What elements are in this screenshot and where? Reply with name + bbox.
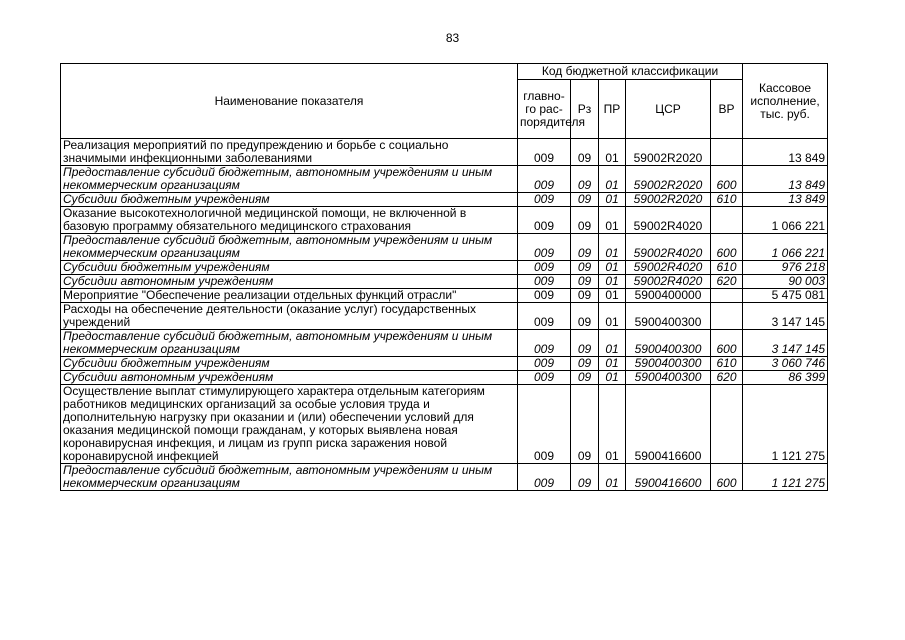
cell-name: Субсидии бюджетным учреждениям [61,357,518,371]
cell-gr: 009 [518,234,571,261]
cell-rz: 09 [571,385,599,464]
cell-amount: 1 121 275 [743,385,828,464]
table-row [61,357,828,371]
cell-name: Оказание высокотехнологичной медицинской помощи, не включенной в базовую программу обязательного медицинского страхования [61,207,518,234]
cell-csr: 59002R4020 [626,207,711,234]
table-row [61,193,828,207]
cell-pr: 01 [599,207,626,234]
cell-gr: 009 [518,166,571,193]
header-vr: ВР [711,80,743,139]
cell-vr [711,139,743,166]
cell-rz: 09 [571,261,599,275]
cell-gr: 009 [518,289,571,303]
cell-name: Реализация мероприятий по предупреждению и борьбе с социально значимыми инфекционными заболеваниями [61,139,518,166]
table-row [61,207,828,234]
cell-vr: 610 [711,357,743,371]
cell-gr: 009 [518,371,571,385]
cell-amount: 3 147 145 [743,330,828,357]
cell-csr: 59002R4020 [626,234,711,261]
header-gr: главно-го рас-порядителя [518,80,571,139]
cell-csr: 5900400300 [626,357,711,371]
cell-rz: 09 [571,464,599,491]
cell-name: Осуществление выплат стимулирующего характера отдельным категориям работников медицинских организаций за особые условия труда и дополнительную нагрузку при оказании и (или) обеспечении условий для оказания медицинской помощи гражданам, у которых выявлена новая коронавирусная инфекция, и лицам из групп риска заражения новой коронавирусной инфекцией [61,385,518,464]
cell-name: Предоставление субсидий бюджетным, автономным учреждениям и иным некоммерческим организациям [61,234,518,261]
cell-name: Субсидии автономным учреждениям [61,275,518,289]
cell-vr: 600 [711,330,743,357]
header-cash: Кассовое исполнение, тыс. руб. [743,64,828,139]
cell-rz: 09 [571,193,599,207]
header-code-group: Код бюджетной классификации [518,64,743,80]
cell-gr: 009 [518,207,571,234]
cell-rz: 09 [571,330,599,357]
table-row [61,303,828,330]
cell-gr: 009 [518,357,571,371]
cell-gr: 009 [518,385,571,464]
cell-rz: 09 [571,139,599,166]
cell-vr [711,207,743,234]
cell-amount: 976 218 [743,261,828,275]
cell-pr: 01 [599,385,626,464]
cell-csr: 5900416600 [626,464,711,491]
cell-name: Предоставление субсидий бюджетным, автономным учреждениям и иным некоммерческим организациям [61,166,518,193]
cell-amount: 13 849 [743,193,828,207]
cell-pr: 01 [599,371,626,385]
cell-vr [711,303,743,330]
cell-rz: 09 [571,371,599,385]
header-row-1 [61,64,828,80]
cell-amount: 1 121 275 [743,464,828,491]
cell-pr: 01 [599,357,626,371]
cell-csr: 5900400300 [626,371,711,385]
cell-vr [711,385,743,464]
cell-pr: 01 [599,261,626,275]
cell-vr: 610 [711,193,743,207]
cell-rz: 09 [571,289,599,303]
cell-amount: 86 399 [743,371,828,385]
table-row [61,464,828,491]
budget-table [60,63,828,491]
cell-pr: 01 [599,275,626,289]
cell-csr: 59002R4020 [626,275,711,289]
cell-pr: 01 [599,464,626,491]
cell-csr: 59002R2020 [626,166,711,193]
cell-vr: 600 [711,166,743,193]
table-row [61,234,828,261]
cell-amount: 5 475 081 [743,289,828,303]
cell-rz: 09 [571,357,599,371]
cell-vr: 600 [711,464,743,491]
cell-pr: 01 [599,193,626,207]
cell-csr: 59002R2020 [626,193,711,207]
cell-name: Предоставление субсидий бюджетным, автономным учреждениям и иным некоммерческим организациям [61,330,518,357]
table-row [61,330,828,357]
cell-pr: 01 [599,139,626,166]
header-pr: ПР [599,80,626,139]
cell-pr: 01 [599,330,626,357]
cell-amount: 13 849 [743,166,828,193]
cell-amount: 90 003 [743,275,828,289]
header-name: Наименование показателя [61,64,518,139]
cell-vr [711,289,743,303]
cell-pr: 01 [599,303,626,330]
cell-vr: 610 [711,261,743,275]
cell-name: Субсидии автономным учреждениям [61,371,518,385]
cell-rz: 09 [571,166,599,193]
table-body [61,139,828,491]
table-row [61,289,828,303]
table-row [61,139,828,166]
cell-gr: 009 [518,330,571,357]
cell-gr: 009 [518,193,571,207]
cell-name: Предоставление субсидий бюджетным, автономным учреждениям и иным некоммерческим организациям [61,464,518,491]
cell-name: Субсидии бюджетным учреждениям [61,193,518,207]
page-number: 83 [445,31,460,45]
cell-vr: 600 [711,234,743,261]
cell-rz: 09 [571,303,599,330]
cell-vr: 620 [711,275,743,289]
cell-csr: 5900400000 [626,289,711,303]
cell-amount: 1 066 221 [743,234,828,261]
cell-pr: 01 [599,234,626,261]
cell-amount: 1 066 221 [743,207,828,234]
cell-amount: 13 849 [743,139,828,166]
cell-gr: 009 [518,261,571,275]
cell-rz: 09 [571,275,599,289]
cell-name: Субсидии бюджетным учреждениям [61,261,518,275]
cell-pr: 01 [599,166,626,193]
table-row [61,371,828,385]
cell-name: Расходы на обеспечение деятельности (оказание услуг) государственных учреждений [61,303,518,330]
cell-gr: 009 [518,464,571,491]
table-row [61,261,828,275]
cell-rz: 09 [571,207,599,234]
header-rz: Рз [571,80,599,139]
cell-gr: 009 [518,303,571,330]
cell-vr: 620 [711,371,743,385]
cell-csr: 5900400300 [626,303,711,330]
cell-csr: 5900416600 [626,385,711,464]
table-row [61,385,828,464]
cell-gr: 009 [518,139,571,166]
cell-gr: 009 [518,275,571,289]
cell-csr: 59002R4020 [626,261,711,275]
cell-amount: 3 147 145 [743,303,828,330]
table-row [61,275,828,289]
cell-amount: 3 060 746 [743,357,828,371]
cell-pr: 01 [599,289,626,303]
table-row [61,166,828,193]
cell-name: Мероприятие "Обеспечение реализации отдельных функций отрасли" [61,289,518,303]
cell-csr: 5900400300 [626,330,711,357]
cell-csr: 59002R2020 [626,139,711,166]
cell-rz: 09 [571,234,599,261]
header-csr: ЦСР [626,80,711,139]
